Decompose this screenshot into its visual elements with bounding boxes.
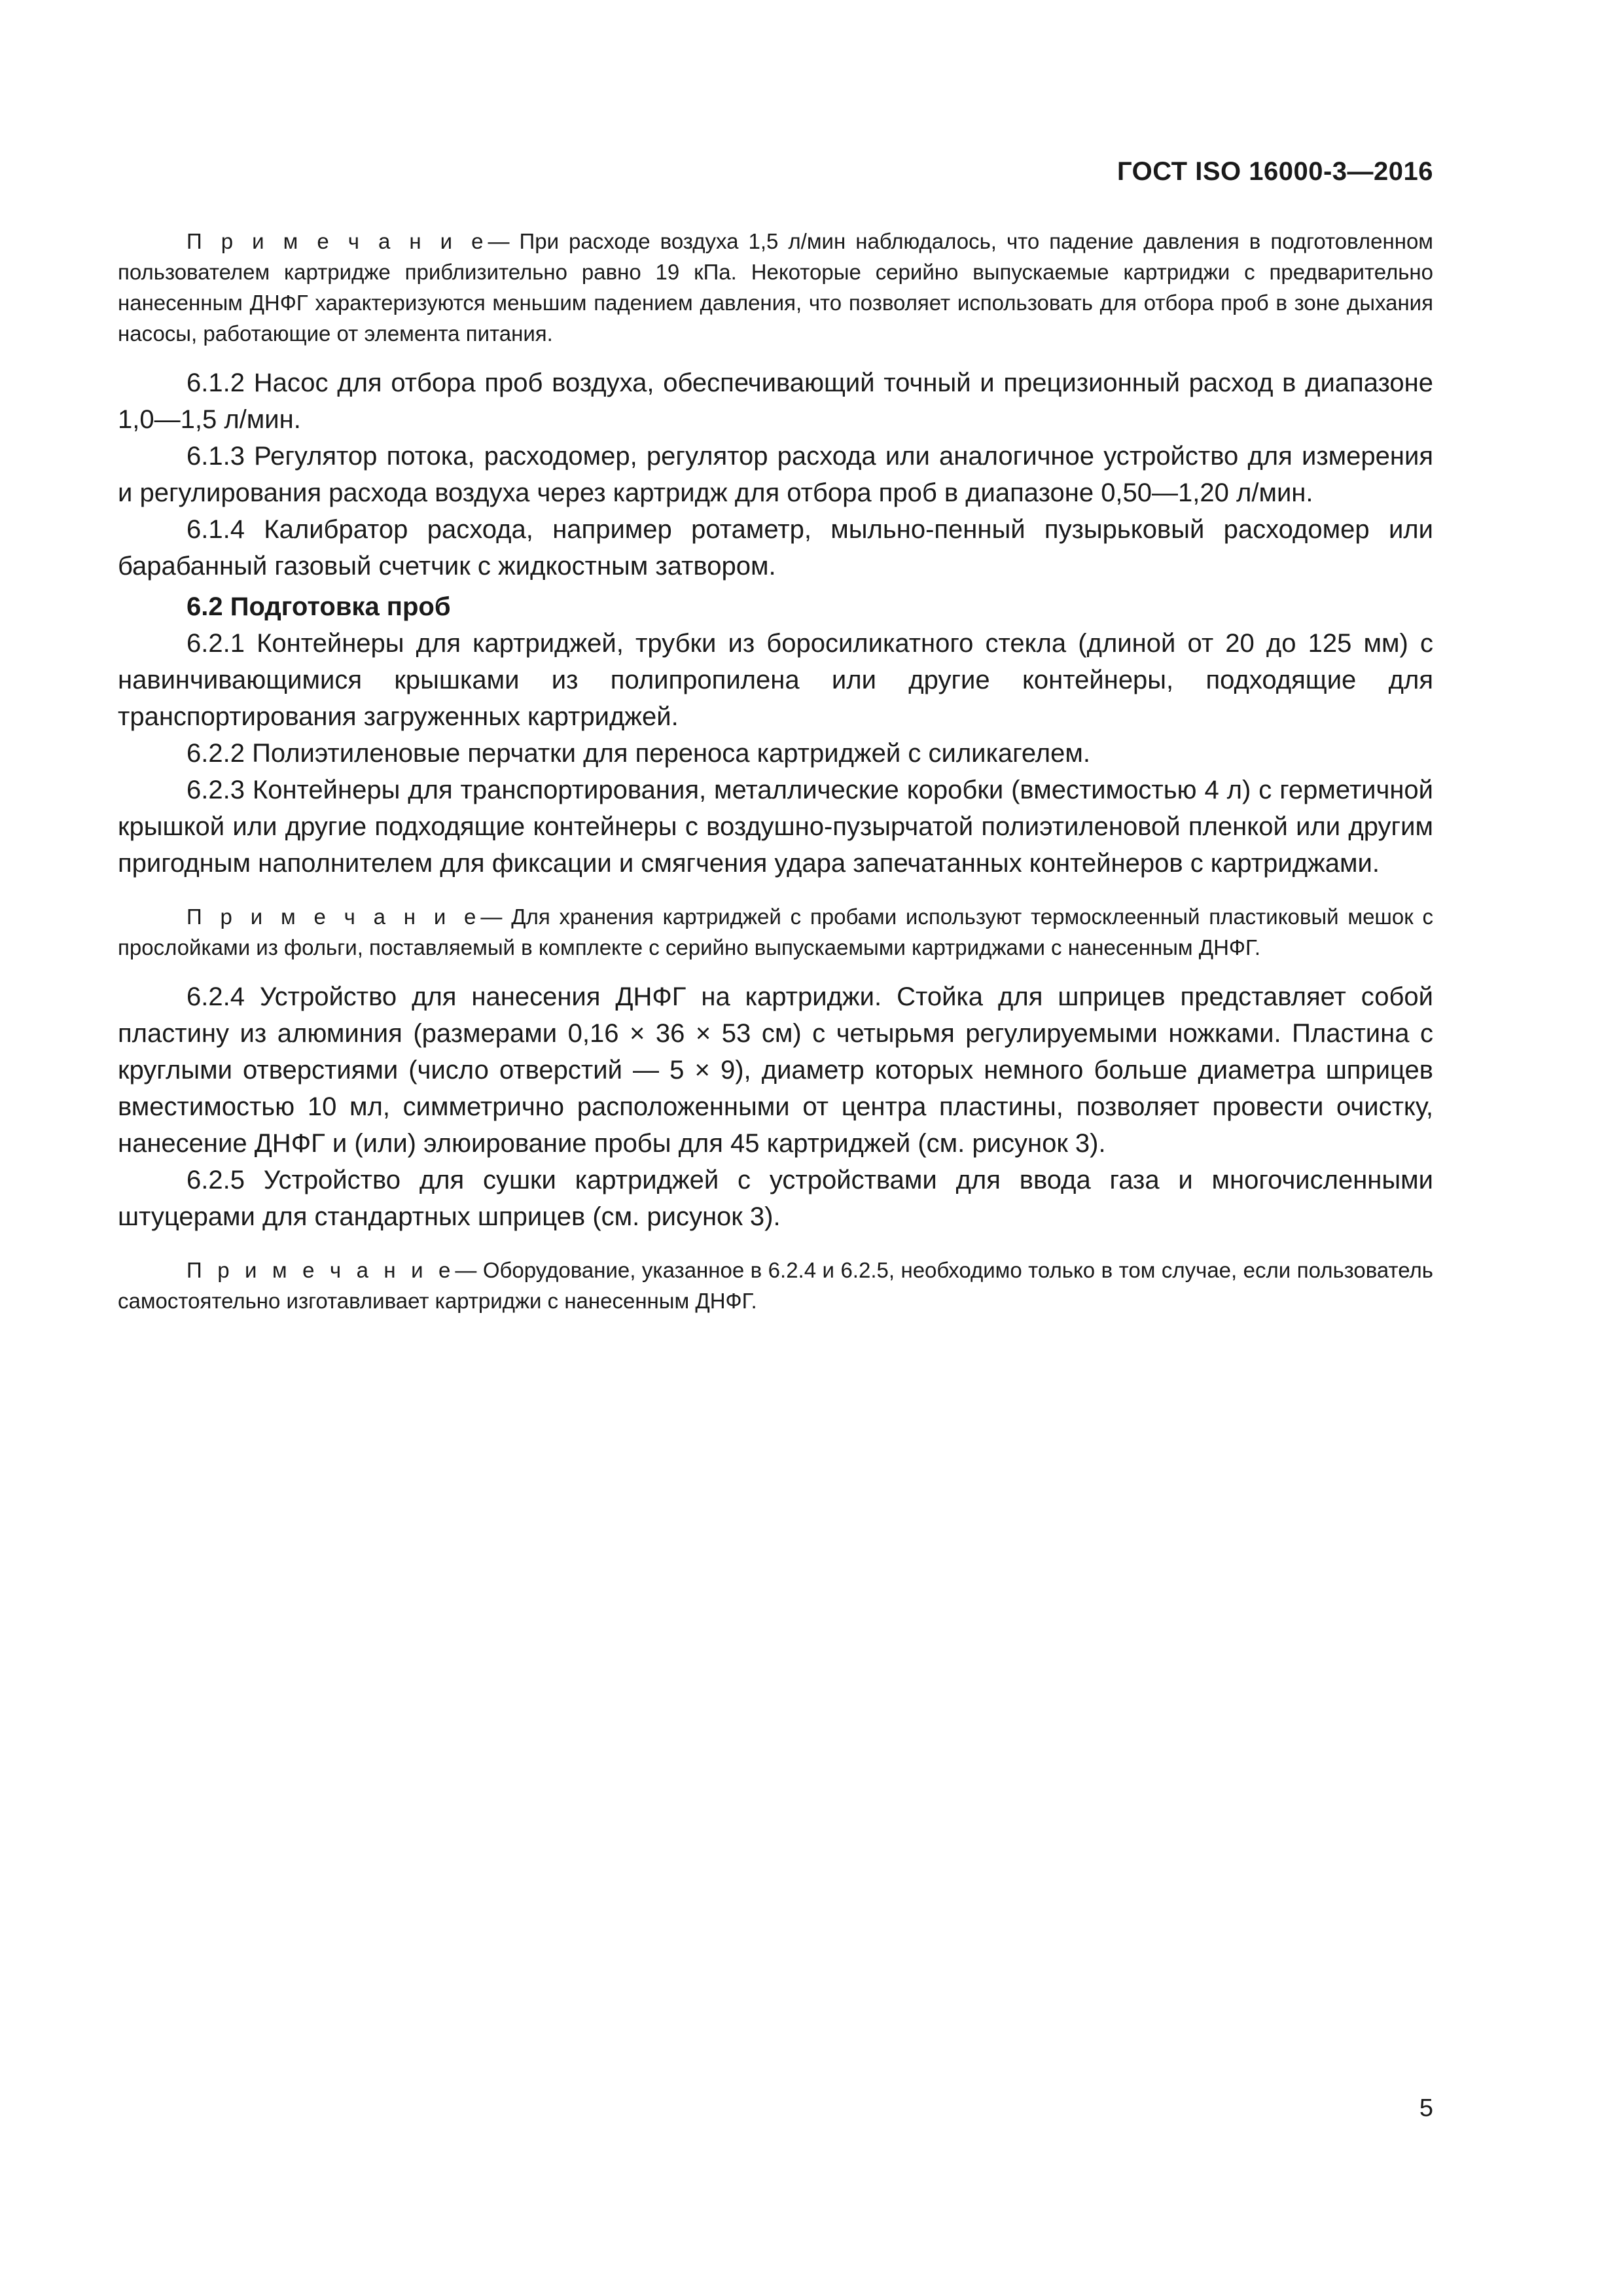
paragraph-6-2-3: 6.2.3 Контейнеры для транспортирования, металлические коробки (вместимостью 4 л) с герметичной крышкой или другие подходящие контейнеры с воздушно-пузырчатой полиэтиленовой пленкой или другим пригодным наполнителем для фиксации и смягчения удара запечатанных контейнеров с картриджами. [118, 776, 1433, 878]
note-text: — Оборудование, указанное в 6.2.4 и 6.2.5, необходимо только в том случае, если пользователь самостоятельно изготавливает картриджи с нанесенным ДНФГ. [118, 1258, 1433, 1313]
note-paragraph [118, 901, 1433, 963]
paragraph-6-2-2: 6.2.2 Полиэтиленовые перчатки для переноса картриджей с силикагелем. [187, 739, 1090, 768]
note-label: П р и м е ч а н и е [187, 229, 488, 253]
paragraph-6-2-1: 6.2.1 Контейнеры для картриджей, трубки из боросиликатного стекла (длиной от 20 до 125 мм) с навинчивающимися крышками из полипропилена или другие контейнеры, подходящие для транспортирования загруженных картриджей. [118, 629, 1433, 731]
note-text: — При расходе воздуха 1,5 л/мин наблюдалось, что падение давления в подготовленном пользователем картридже приблизительно равно 19 кПа. Некоторые серийно выпускаемые картриджи с предварительно нанесенным ДНФГ характеризуются меньшим падением давления, что позволяет использовать для отбора проб в зоне дыхания насосы, работающие от элемента питания. [118, 229, 1433, 346]
note-label: П р и м е ч а н и е [187, 1258, 455, 1282]
paragraph-6-2-5: 6.2.5 Устройство для сушки картриджей с устройствами для ввода газа и многочисленными штуцерами для стандартных шприцев (см. рисунок 3). [118, 1166, 1433, 1231]
paragraph-6-1-3: 6.1.3 Регулятор потока, расходомер, регулятор расхода или аналогичное устройство для измерения и регулирования расхода воздуха через картридж для отбора проб в диапазоне 0,50—1,20 л/мин. [118, 442, 1433, 507]
paragraph-6-1-4: 6.1.4 Калибратор расхода, например ротаметр, мыльно-пенный пузырьковый расходомер или барабанный газовый счетчик с жидкостным затвором. [118, 515, 1433, 581]
paragraph-6-1-2: 6.1.2 Насос для отбора проб воздуха, обеспечивающий точный и прецизионный расход в диапазоне 1,0—1,5 л/мин. [118, 368, 1433, 434]
note-label: П р и м е ч а н и е [187, 905, 481, 929]
document-body [118, 226, 1433, 1316]
paragraph-6-2-4: 6.2.4 Устройство для нанесения ДНФГ на картриджи. Стойка для шприцев представляет собой пластину из алюминия (размерами 0,16 × 36 × 53 см) с четырьмя регулируемыми ножками. Пластина с круглыми отверстиями (число отверстий — 5 × 9), диаметр которых немного больше диаметра шприцев вместимостью 10 мл, симметрично расположенными от центра пластины, позволяет провести очистку, нанесение ДНФГ и (или) элюирование пробы для 45 картриджей (см. рисунок 3). [118, 982, 1433, 1158]
note-text: — Для хранения картриджей с пробами используют термосклеенный пластиковый мешок с прослойками из фольги, поставляемый в комплекте с серийно выпускаемыми картриджами с нанесенным ДНФГ. [118, 905, 1433, 960]
section-heading-6-2: 6.2 Подготовка проб [187, 592, 451, 621]
document-id-header: ГОСТ ISO 16000-3—2016 [1117, 157, 1433, 186]
note-paragraph [118, 1255, 1433, 1316]
note-paragraph [118, 226, 1433, 349]
page-number: 5 [1419, 2094, 1433, 2122]
